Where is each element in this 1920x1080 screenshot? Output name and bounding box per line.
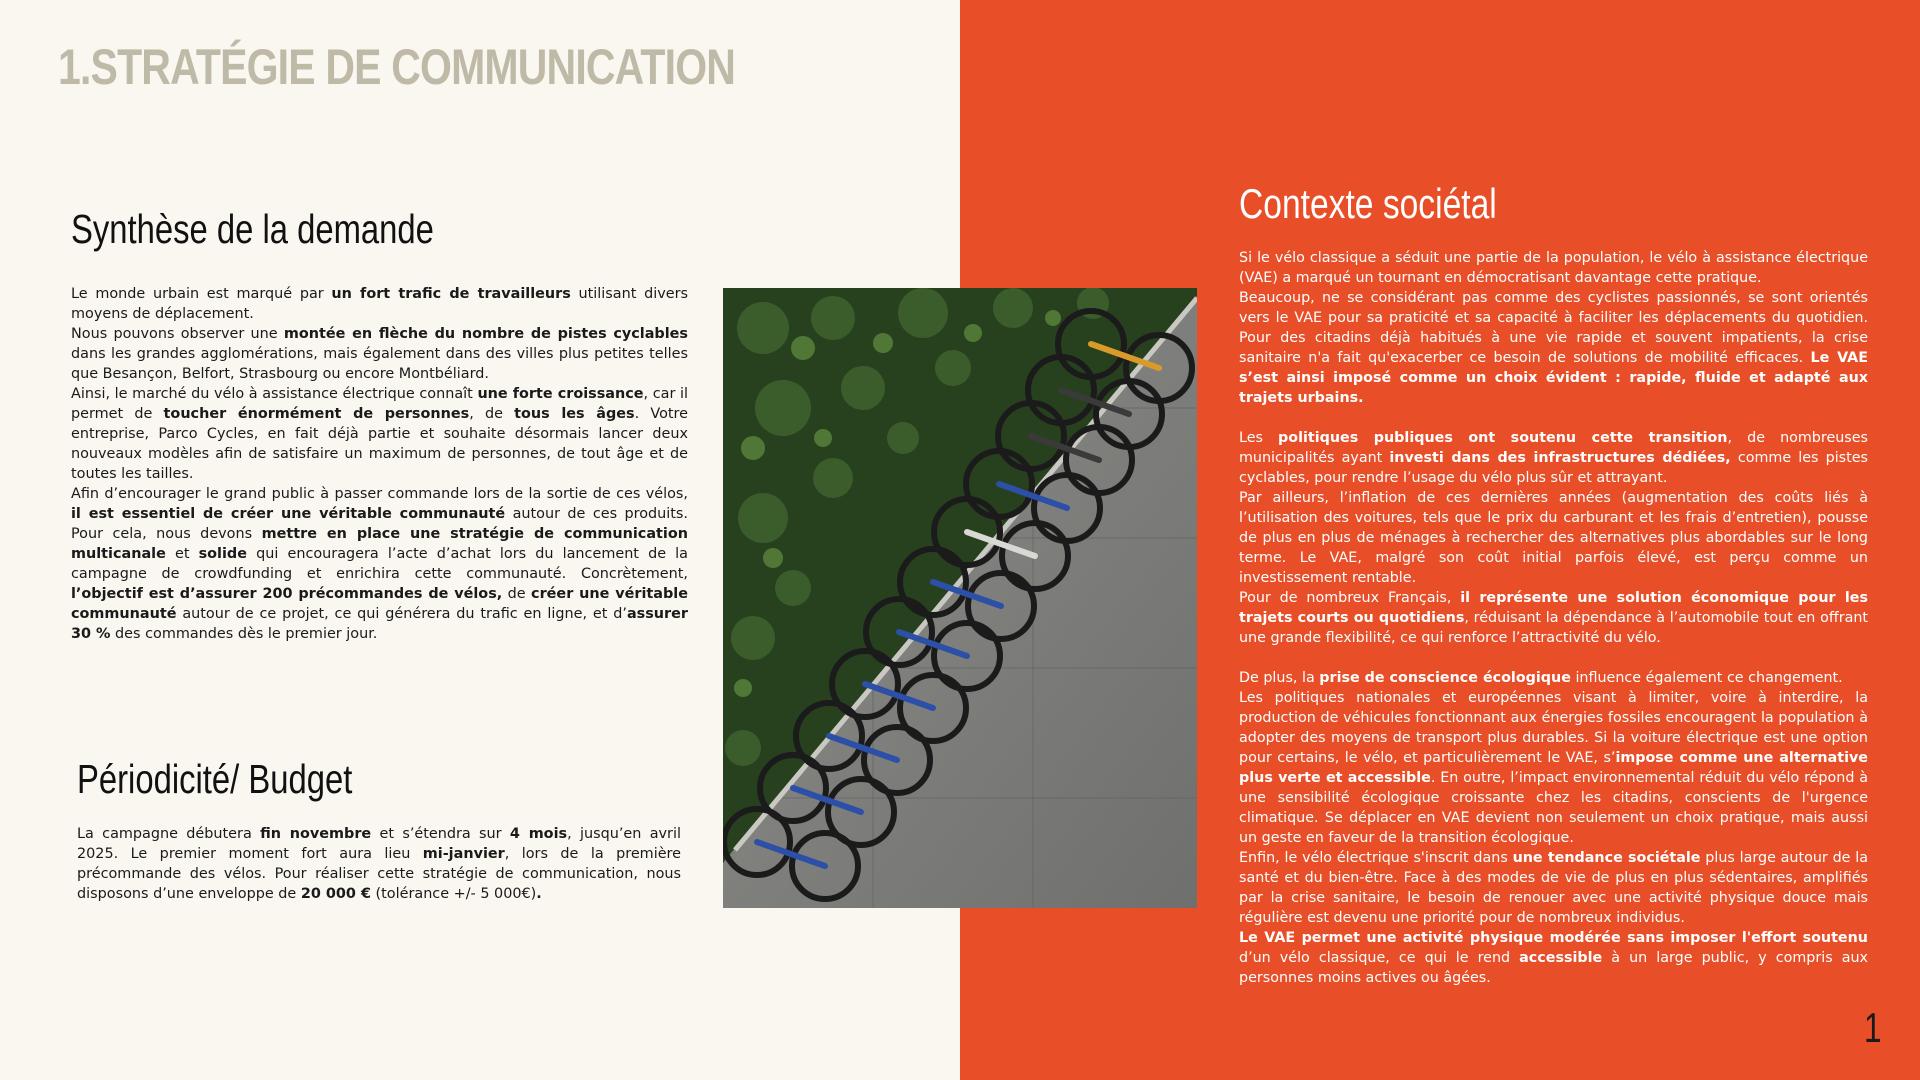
text-run: utilisant divers moyens de déplacement.: [71, 286, 689, 322]
bold-text: créer une véritable communauté: [71, 586, 688, 622]
bold-text: impose comme une alternative plus verte et accessible: [1239, 750, 1868, 786]
bold-text: accessible: [1519, 950, 1603, 966]
synthese-paragraph: [71, 324, 688, 384]
bold-text: mi-janvier: [422, 846, 505, 862]
text-run: . Votre entreprise, Parco Cycles, en fait déjà partie et souhaite désormais lancer deux nouveaux modèles afin de satisfaire un maximum de personnes, de tout âge et de toutes les tailles.: [71, 406, 688, 482]
bold-text: une forte croissance: [477, 386, 644, 402]
contexte-heading: Contexte sociétal: [1239, 180, 1497, 227]
synthese-paragraph: [71, 384, 688, 484]
text-run: dans les grandes agglomérations, mais également dans des villes plus petites telles que Besançon, Belfort, Strasbourg ou encore Montbéliard.: [71, 346, 688, 382]
bold-text: Le VAE permet une activité physique modérée sans imposer l'effort soutenu: [1239, 930, 1868, 946]
bold-text: un fort trafic de travailleurs: [331, 286, 571, 302]
page-number: 1: [1864, 1004, 1882, 1051]
contexte-paragraph: [1239, 848, 1868, 928]
contexte-paragraph: [1239, 248, 1868, 288]
text-run: , de: [469, 406, 515, 422]
text-run: Le monde urbain est marqué par: [71, 286, 332, 302]
text-run: d’un vélo classique, ce qui le rend: [1239, 950, 1520, 966]
text-run: Si le vélo classique a séduit une partie de la population, le vélo à assistance électrique (VAE) a marqué un tournant en démocratisant davantage cette pratique.: [1239, 250, 1868, 286]
text-run: des commandes dès le premier jour.: [110, 626, 378, 642]
bold-text: l’objectif est d’assurer 200 précommandes de vélos,: [71, 586, 503, 602]
text-run: (tolérance +/- 5 000€): [370, 886, 537, 902]
bold-text: prise de conscience écologique: [1319, 670, 1571, 686]
text-run: autour de ces produits. Pour cela, nous devons: [71, 506, 689, 542]
bold-text: Le VAE s’est ainsi imposé comme un choix évident : rapide, fluide et adapté aux trajets urbains.: [1239, 350, 1868, 406]
bold-text: 4 mois: [509, 826, 568, 842]
paragraph-spacer: [1239, 408, 1868, 428]
text-run: Ainsi, le marché du vélo à assistance électrique connaît: [71, 386, 478, 402]
text-run: Afin d’encourager le grand public à passer commande lors de la sortie de ces vélos,: [71, 486, 688, 502]
text-run: Enfin, le vélo électrique s'inscrit dans: [1239, 850, 1513, 866]
contexte-paragraph: [1239, 668, 1868, 688]
text-run: La campagne débutera: [77, 826, 261, 842]
text-run: Par ailleurs, l’inflation de ces dernières années (augmentation des coûts liés à l’utilisation des voitures, tels que le prix du carburant et les frais d’entretien), pousse de plus en plus de ménages à rechercher des alternatives plus abordables sur le long terme. Le VAE, malgré son coût initial parfois élevé, est perçu comme un investissement rentable.: [1239, 490, 1868, 586]
text-run: , réduisant la dépendance à l’automobile tout en offrant une grande flexibilité, ce qui renforce l’attractivité du vélo.: [1239, 610, 1868, 646]
photo-bicycles: [723, 288, 1197, 908]
page-title: 1.STRATÉGIE DE COMMUNICATION: [58, 39, 736, 95]
contexte-paragraph: [1239, 288, 1868, 408]
text-run: et: [165, 546, 199, 562]
bold-text: mettre en place une stratégie de communication multicanale: [71, 526, 688, 562]
bold-text: une tendance sociétale: [1512, 850, 1701, 866]
text-run: Les: [1239, 430, 1279, 446]
text-run: , de nombreuses municipalités ayant: [1239, 430, 1868, 466]
contexte-paragraph: [1239, 588, 1868, 648]
text-run: autour de ce projet, ce qui générera du trafic en ligne, et d’: [176, 606, 627, 622]
periodicite-paragraph: [77, 824, 681, 904]
contexte-text: [1239, 248, 1868, 988]
bold-text: 20 000 €: [300, 886, 371, 902]
contexte-paragraph: [1239, 688, 1868, 848]
contexte-paragraph: [1239, 428, 1868, 488]
text-run: , car il permet de: [71, 386, 688, 422]
text-run: Pour de nombreux Français,: [1239, 590, 1461, 606]
text-run: qui encouragera l’acte d’achat lors du lancement de la campagne de crowdfunding et enrichira cette communauté. Concrètement,: [71, 546, 688, 582]
text-run: plus large autour de la santé et du bien-être. Face à des modes de vie de plus en plus sédentaires, amplifiés par la crise sanitaire, le besoin de renouer avec une activité physique douce mais régulière est devenu une priorité pour de nombreux individus.: [1239, 850, 1868, 926]
bold-text: fin novembre: [260, 826, 372, 842]
bold-text: toucher énormément de personnes: [163, 406, 470, 422]
synthese-paragraph: [71, 284, 688, 324]
bold-text: investi dans des infrastructures dédiées,: [1389, 450, 1731, 466]
text-run: , lors de la première précommande des vélos. Pour réaliser cette stratégie de communication, nous disposons d’une enveloppe de: [77, 846, 681, 902]
text-run: Beaucoup, ne se considérant pas comme des cyclistes passionnés, se sont orientés vers le VAE pour sa praticité et sa capacité à faciliter les déplacements du quotidien. Pour des citadins déjà habitués à une vie rapide et souvent impatients, la crise sanitaire n'a fait qu'exacerber ce besoin de solutions de mobilité efficaces.: [1239, 290, 1868, 366]
bold-text: .: [536, 886, 542, 902]
synthese-paragraph: [71, 484, 688, 644]
periodicite-heading: Périodicité/ Budget: [77, 756, 353, 802]
bold-text: assurer 30 %: [71, 606, 688, 642]
bold-text: il représente une solution économique pour les trajets courts ou quotidiens: [1239, 590, 1868, 626]
contexte-paragraph: [1239, 928, 1868, 988]
contexte-paragraph: [1239, 488, 1868, 588]
text-run: . En outre, l’impact environnemental réduit du vélo répond à une sensibilité écologique croissante chez les citadins, conscients de l'urgence climatique. Se déplacer en VAE devient non seulement un choix pratique, mais aussi un geste en faveur de la transition écologique.: [1239, 770, 1868, 846]
text-run: Nous pouvons observer une: [71, 326, 284, 342]
text-run: comme les pistes cyclables, pour rendre l’usage du vélo plus sûr et attrayant.: [1239, 450, 1868, 486]
bold-text: solide: [198, 546, 247, 562]
text-run: De plus, la: [1239, 670, 1320, 686]
text-run: à un large public, y compris aux personnes moins actives ou âgées.: [1239, 950, 1868, 986]
text-run: de: [502, 586, 532, 602]
text-run: Les politiques nationales et européennes visant à limiter, voire à interdire, la production de véhicules fonctionnant aux énergies fossiles encouragent la population à adopter des moyens de transport plus durables. Si la voiture électrique est une option pour certains, le vélo, et particulièrement le VAE, s’: [1239, 690, 1868, 766]
text-run: et s’étendra sur: [371, 826, 510, 842]
synthese-text: [71, 284, 688, 644]
bold-text: politiques publiques ont soutenu cette transition: [1278, 430, 1728, 446]
paragraph-spacer: [1239, 648, 1868, 668]
synthese-heading: Synthèse de la demande: [71, 206, 434, 252]
text-run: , jusqu’en avril 2025. Le premier moment fort aura lieu: [77, 826, 681, 862]
bold-text: il est essentiel de créer une véritable communauté: [71, 506, 506, 522]
periodicite-text: [77, 824, 681, 904]
bold-text: tous les âges: [514, 406, 635, 422]
text-run: influence également ce changement.: [1570, 670, 1843, 686]
bold-text: montée en flèche du nombre de pistes cyclables: [283, 326, 688, 342]
